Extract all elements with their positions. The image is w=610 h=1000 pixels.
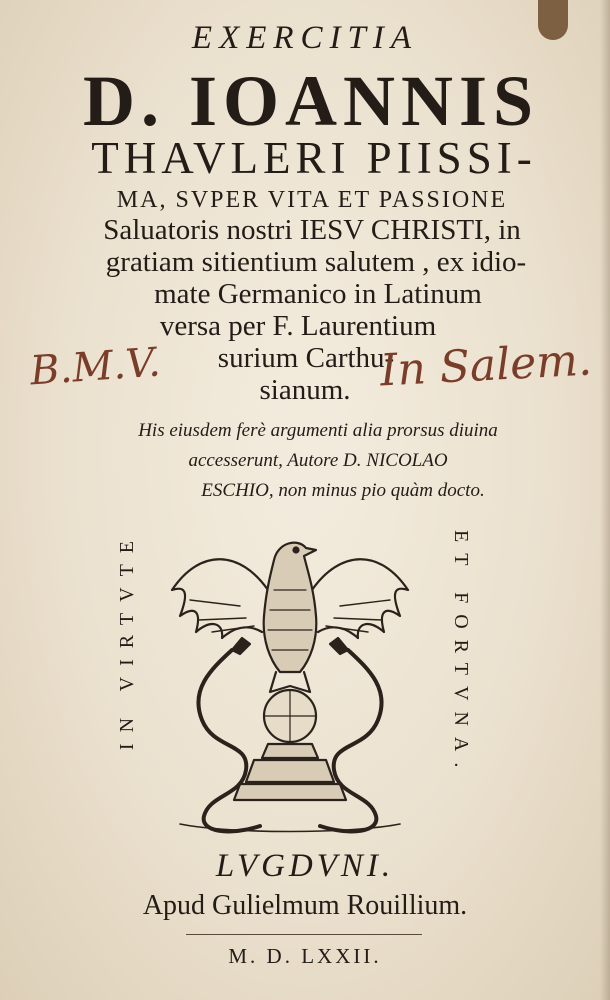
- title-line-6: gratiam sitientium salutem , ex idio-: [105, 246, 527, 278]
- title-line-1: EXERCITIA: [191, 20, 419, 56]
- title-line-7: mate Germanico in Latinum: [154, 278, 482, 310]
- title-line-9: surium Carthu-: [217, 342, 395, 374]
- addition-line-2: accesserunt, Autore D. NICOLAO: [188, 450, 448, 471]
- addition-line-3: ESCHIO, non minus pio quàm docto.: [201, 480, 485, 501]
- manuscript-inscription-right: In Salem.: [378, 334, 594, 397]
- title-line-3: THAVLERI PIISSI-: [91, 133, 537, 183]
- imprint-rule: [186, 934, 422, 935]
- title-line-4: MA, SVPER VITA ET PASSIONE: [116, 187, 508, 213]
- imprint-place: LVGDVNI.: [215, 848, 395, 884]
- title-line-10: sianum.: [259, 374, 351, 406]
- title-line-5: Saluatoris nostri IESV CHRISTI, in: [103, 214, 521, 246]
- eagle-on-globe-with-serpents-icon: [150, 520, 430, 840]
- title-line-2: D. IOANNIS: [82, 61, 540, 141]
- motto-right: ET FORTVNA.: [450, 530, 472, 779]
- title-line-8: versa per F. Laurentium: [159, 310, 437, 342]
- manuscript-inscription-left: B.M.V.: [28, 339, 162, 395]
- addition-line-1: His eiusdem ferè argumenti alia prorsus diuina: [138, 420, 498, 441]
- imprint-printer: Apud Gulielmum Rouillium.: [142, 890, 468, 921]
- imprint-year: M. D. LXXII.: [228, 944, 382, 968]
- motto-left: IN VIRTVTE: [116, 530, 138, 751]
